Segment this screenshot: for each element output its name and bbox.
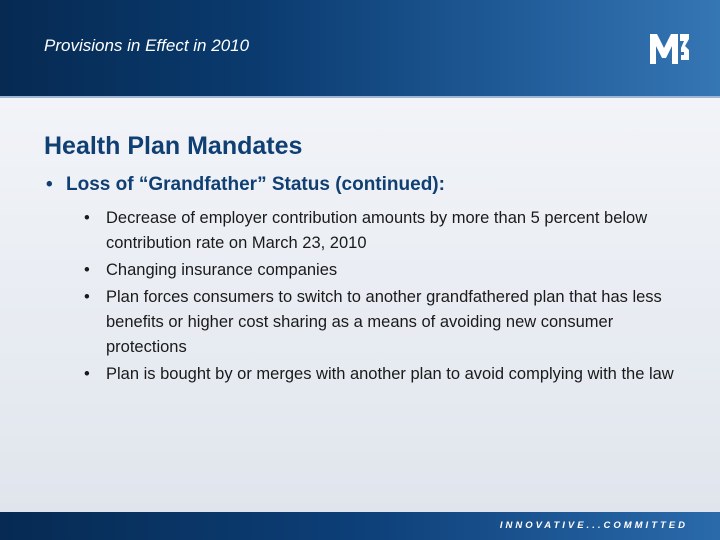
bullet-marker: • (46, 174, 53, 195)
footer-bar (0, 512, 720, 540)
main-bullet (46, 174, 445, 196)
list-item-text: Plan is bought by or merges with another plan to avoid complying with the law (106, 365, 674, 383)
bullet-marker: • (84, 261, 90, 279)
list-item (84, 362, 684, 387)
footer-tagline: INNOVATIVE...COMMITTED (499, 520, 688, 531)
list-item-text: Plan forces consumers to switch to another grandfathered plan that has less benefits or higher cost sharing as a means of avoiding new consumer protections (106, 288, 662, 356)
bullet-marker: • (84, 209, 90, 227)
sub-bullet-list (84, 206, 684, 389)
bullet-marker: • (84, 365, 90, 383)
bullet-marker: • (84, 288, 90, 306)
list-item (84, 258, 684, 283)
list-item-text: Decrease of employer contribution amounts by more than 5 percent below contribution rate on March 23, 2010 (106, 209, 648, 252)
list-item (84, 206, 684, 256)
list-item-text: Changing insurance companies (106, 261, 338, 279)
m3-logo-icon (648, 30, 690, 66)
section-title: Provisions in Effect in 2010 (44, 36, 250, 55)
list-item (84, 285, 684, 360)
main-bullet-text: Loss of “Grandfather” Status (continued): (66, 174, 445, 195)
header-banner (0, 0, 720, 98)
slide-title: Health Plan Mandates (44, 132, 303, 160)
